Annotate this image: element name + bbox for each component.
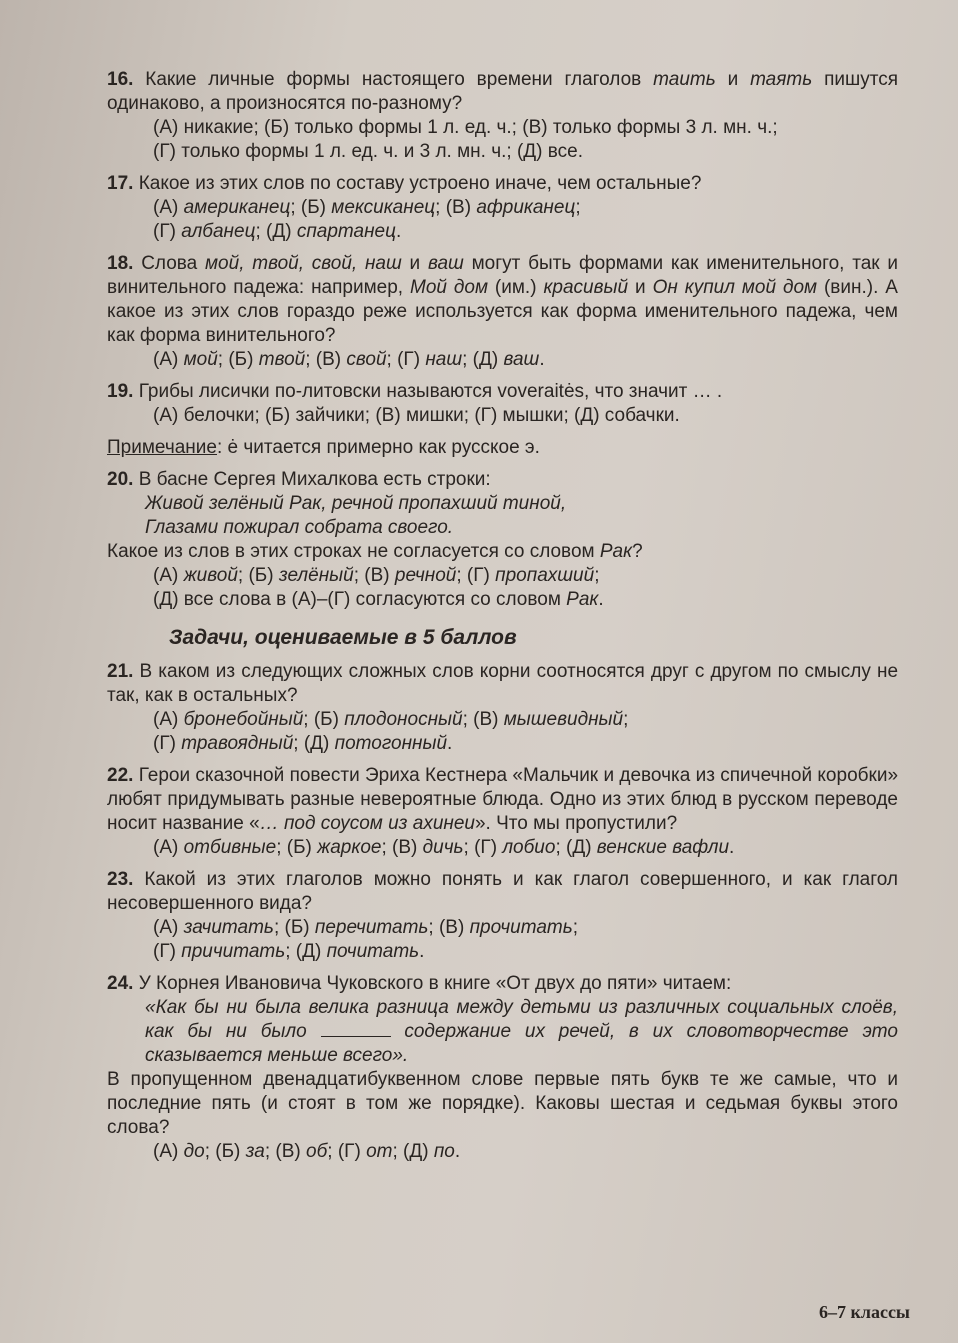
option-label: ; (В) (353, 565, 395, 586)
question-18-text (107, 252, 898, 348)
answer-line: (А) белочки; (Б) зайчики; (В) мишки; (Г) мышки; (Д) собачки. (153, 405, 680, 426)
answer-options (153, 708, 898, 756)
question-text: Какое из слов в этих строках не согласуется со словом (107, 541, 600, 562)
answer-line (153, 940, 898, 964)
question-text: могут быть формами как именительного, так и винительного падежа: например, (107, 253, 898, 298)
question-number: 24. (107, 973, 134, 994)
example-word: ваш (427, 253, 464, 274)
quote-text: «Как бы ни была велика разница между детьми из различных социальных слоёв, как бы ни было (145, 997, 898, 1042)
option-word: твой (258, 349, 306, 370)
option-label: (А) (153, 565, 184, 586)
option-label: ; (Г) (327, 1141, 367, 1162)
option-word: бронебойный (183, 709, 304, 730)
option-word: албанец (181, 221, 256, 242)
question-22 (107, 764, 898, 860)
question-number: 17. (107, 173, 134, 194)
option-word: по (433, 1141, 455, 1162)
answer-options (153, 404, 898, 428)
question-number: 21. (107, 661, 134, 682)
answer-line (153, 708, 898, 732)
option-word: перечитать (314, 917, 429, 938)
option-word: мексиканец (331, 197, 436, 218)
option-label: ; (Д) (462, 349, 504, 370)
question-text: и (401, 253, 428, 274)
question-24 (107, 972, 898, 1164)
option-word: жаркое (317, 837, 382, 858)
option-word: зелёный (278, 565, 354, 586)
option-punct: . (395, 221, 402, 242)
question-text: ? (632, 541, 643, 562)
blank-line (321, 1020, 391, 1037)
option-label: (А) (153, 349, 184, 370)
option-label: ; (Д) (285, 941, 327, 962)
question-text: В каком из следующих сложных слов корни соотносятся друг с другом по смыслу не так, как в остальных? (107, 661, 899, 706)
question-text: У Корнея Ивановича Чуковского в книге «От двух до пяти» читаем: (138, 973, 732, 994)
option-label: (Д) все слова в (А)–(Г) согласуются со словом (153, 589, 567, 610)
question-text: Какое из этих слов по составу устроено иначе, чем остальные? (138, 173, 702, 194)
question-21 (107, 660, 898, 756)
option-punct: . (539, 349, 545, 370)
option-label: ; (Г) (386, 349, 426, 370)
question-22-text (107, 764, 898, 836)
question-17 (107, 172, 898, 244)
example-word: мой, твой, свой, наш (205, 253, 402, 274)
question-text: (им.) (487, 277, 544, 298)
question-number: 18. (107, 253, 134, 274)
option-label: (А) (153, 917, 184, 938)
option-label: ; (В) (305, 349, 347, 370)
answer-line (153, 836, 898, 860)
option-label: ; (Д) (293, 733, 335, 754)
question-number: 23. (107, 869, 134, 890)
question-23-text (107, 868, 898, 916)
question-19 (107, 380, 898, 428)
option-word: потогонный (334, 733, 448, 754)
question-text: Какой из этих глаголов можно понять и как глагол совершенного, и как глагол несовершенного вида? (107, 869, 898, 914)
option-label: ; (В) (435, 197, 477, 218)
answer-options (153, 564, 898, 612)
answer-line (153, 348, 898, 372)
question-number: 22. (107, 765, 134, 786)
option-word: отбивные (183, 837, 277, 858)
option-label: ; (Б) (237, 565, 279, 586)
option-word: свой (346, 349, 387, 370)
option-label: ; (Г) (456, 565, 496, 586)
question-20-text (107, 468, 898, 492)
option-label: (А) (153, 197, 184, 218)
answer-line (153, 564, 898, 588)
question-text: В басне Сергея Михалкова есть строки: (138, 469, 491, 490)
option-label: (Г) (153, 221, 182, 242)
question-16-text (107, 68, 898, 116)
question-20 (107, 468, 898, 612)
note-text: : ė читается примерно как русское э. (216, 437, 540, 458)
question-number: 20. (107, 469, 134, 490)
question-24-text (107, 972, 898, 996)
option-label: (А) (153, 709, 184, 730)
question-number: 19. (107, 381, 134, 402)
option-punct: . (419, 941, 425, 962)
option-label: ; (Г) (463, 837, 503, 858)
answer-options (153, 916, 898, 964)
poem-quote (145, 492, 898, 540)
option-word: прочитать (469, 917, 573, 938)
question-text: Герои сказочной повести Эриха Кестнера «Мальчик и девочка из спичечной коробки» любят придумывать разные невероятные блюда. Одно из этих блюд в русском переводе носит название « (107, 765, 899, 834)
question-text: ». Что мы пропустили? (474, 813, 678, 834)
section-heading: Задачи, оцениваемые в 5 баллов (169, 626, 517, 649)
option-word: наш (425, 349, 463, 370)
option-label: ; (Б) (303, 709, 345, 730)
option-word: Рак (566, 589, 599, 610)
example-word: Он купил мой дом (652, 277, 818, 298)
option-word: американец (183, 197, 291, 218)
answer-options (153, 116, 898, 164)
question-text: и (715, 69, 751, 90)
option-word: дичь (422, 837, 464, 858)
option-label: ; (Д) (555, 837, 597, 858)
poem-line: Глазами пожирал собрата своего. (145, 517, 454, 538)
option-word: об (306, 1141, 328, 1162)
poem-line: Живой зелёный Рак, речной пропахший тиной, (145, 493, 567, 514)
question-text: и (628, 277, 653, 298)
answer-options (153, 1140, 898, 1164)
option-word: африканец (476, 197, 576, 218)
option-word: почитать (326, 941, 420, 962)
option-label: ; (Д) (392, 1141, 434, 1162)
question-16 (107, 68, 898, 164)
quote-text: содержание их речей, в их словотворчестве это сказывается меньше всего». (145, 1021, 898, 1066)
option-label: ; (Б) (204, 1141, 246, 1162)
option-label: ; (Д) (255, 221, 297, 242)
answer-options (153, 196, 898, 244)
option-word: от (366, 1141, 393, 1162)
option-punct: . (598, 589, 604, 610)
option-punct: . (447, 733, 453, 754)
option-label: ; (Б) (273, 917, 315, 938)
option-label: ; (Б) (276, 837, 318, 858)
option-label: ; (Б) (217, 349, 259, 370)
question-23 (107, 868, 898, 964)
example-word: Рак (599, 541, 633, 562)
question-number: 16. (107, 69, 134, 90)
option-word: мышевидный (503, 709, 624, 730)
option-label: (Г) (153, 733, 182, 754)
question-17-text (107, 172, 898, 196)
question-text: (вин.). А какое из этих слов гораздо реже используется как форма именительного падежа, чем как форма винительного? (107, 277, 898, 346)
example-word: красивый (543, 277, 629, 298)
option-word: плодоносный (344, 709, 463, 730)
answer-line (153, 916, 898, 940)
question-text: Какие личные формы настоящего времени глаголов (145, 69, 654, 90)
option-word: ваш (503, 349, 540, 370)
option-label: (А) (153, 1141, 184, 1162)
question-text: пишутся одинаково, а произносятся по-разному? (107, 69, 899, 114)
option-word: речной (394, 565, 457, 586)
option-punct: . (729, 837, 735, 858)
answer-line (153, 196, 898, 220)
answer-options (153, 348, 898, 372)
page-footer: 6–7 классы (818, 1302, 910, 1322)
option-label: (Г) (153, 941, 182, 962)
option-word: живой (183, 565, 238, 586)
option-word: лобио (502, 837, 556, 858)
option-word: пропахший (495, 565, 595, 586)
option-label: ; (В) (462, 709, 504, 730)
option-label: ; (В) (264, 1141, 307, 1162)
question-19-text (107, 380, 898, 404)
option-punct: ; (594, 565, 600, 586)
answer-line (153, 732, 898, 756)
option-punct: ; (623, 709, 629, 730)
question-24-ask: В пропущенном двенадцатибуквенном слове первые пять букв те же самые, что и последние пять (и стоят в том же порядке). Каковы шестая и седьмая буквы этого слова? (107, 1069, 898, 1138)
option-punct: ; (575, 197, 581, 218)
note-label: Примечание (107, 437, 217, 458)
dish-title: … под соусом из ахинеи (259, 813, 475, 834)
option-label: ; (Б) (290, 197, 332, 218)
option-word: травоядный (181, 733, 294, 754)
chukovsky-quote (145, 996, 898, 1068)
option-word: причитать (181, 941, 286, 962)
answer-line: (Г) только формы 1 л. ед. ч. и 3 л. мн. ч.; (Д) все. (153, 141, 583, 162)
question-21-text (107, 660, 898, 708)
option-punct: . (454, 1141, 461, 1162)
option-word: мой (183, 349, 218, 370)
option-word: венские вафли (596, 837, 730, 858)
answer-options (153, 836, 898, 860)
note (107, 436, 898, 460)
option-word: зачитать (183, 917, 274, 938)
question-20-ask (107, 540, 898, 564)
answer-line (153, 220, 898, 244)
option-word: за (245, 1141, 265, 1162)
question-18 (107, 252, 898, 372)
example-word: таить (653, 69, 716, 90)
answer-line (153, 1140, 898, 1164)
option-label: (А) (153, 837, 184, 858)
option-word: до (183, 1141, 205, 1162)
option-label: ; (В) (428, 917, 470, 938)
answer-line (153, 588, 898, 612)
option-label: ; (В) (381, 837, 423, 858)
option-word: спартанец (296, 221, 396, 242)
option-punct: ; (572, 917, 578, 938)
question-text: Грибы лисички по-литовски называются voveraitės, что значит … . (138, 381, 723, 402)
question-text: Слова (141, 253, 206, 274)
answer-line: (А) никакие; (Б) только формы 1 л. ед. ч.; (В) только формы 3 л. мн. ч.; (153, 117, 778, 138)
example-word: таять (750, 69, 813, 90)
example-word: Мой дом (410, 277, 488, 298)
